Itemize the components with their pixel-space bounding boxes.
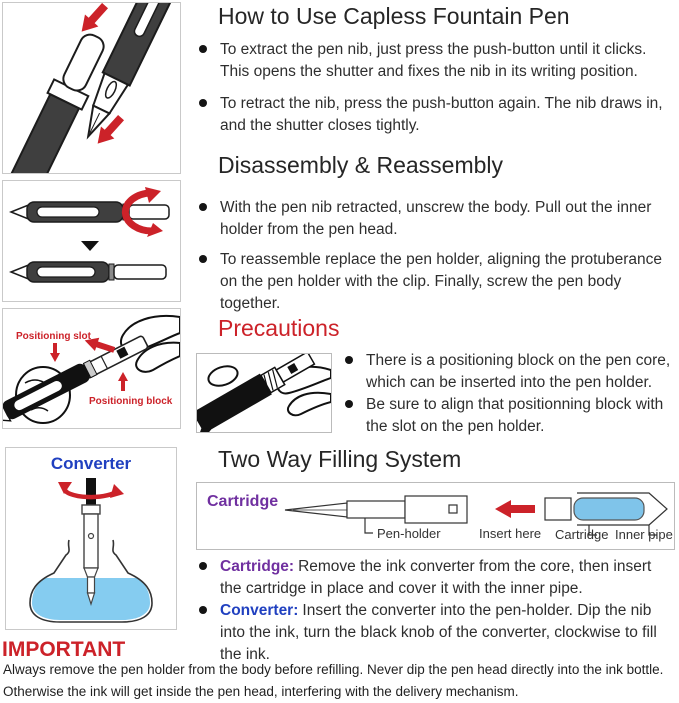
converter-drawing <box>6 476 176 628</box>
page-title: How to Use Capless Fountain Pen <box>218 3 570 29</box>
cartridge-callout-label: Cartridge <box>555 527 609 542</box>
pen-holder-callout-label: Pen-holder <box>377 526 441 541</box>
block-pointer-arrow-icon <box>118 372 128 391</box>
important-title: IMPORTANT <box>2 638 126 661</box>
important-line-1: Always remove the pen holder from the body before refilling. Never dip the pen head directly into the ink bottle. <box>3 662 664 677</box>
usage-bullet-1 <box>199 39 674 83</box>
insert-here-label: Insert here <box>479 526 542 541</box>
usage-bullet-1-text: To extract the pen nib, just press the push-button until it clicks. This opens the shutter and fixes the nib in its writing position. <box>220 41 647 80</box>
filling-bullet-cartridge <box>199 556 677 600</box>
illustration-positioning <box>2 308 181 429</box>
bullet-dot-icon <box>199 203 207 211</box>
converter-illustration-label: Converter <box>50 454 132 473</box>
precautions-title: Precautions <box>218 315 340 341</box>
filling-bullet-converter <box>199 600 677 666</box>
down-triangle-icon <box>81 241 99 251</box>
positioning-drawing <box>3 309 180 428</box>
bullet-dot-icon <box>199 45 207 53</box>
disassembly-bullet-2 <box>199 249 677 315</box>
filling-bullet-cartridge-text <box>220 556 677 600</box>
cartridge-term: Cartridge: <box>220 558 295 575</box>
bullet-dot-icon <box>199 606 207 614</box>
filling-diagram <box>196 482 675 550</box>
press-button-drawing <box>3 3 180 173</box>
filling-title: Two Way Filling System <box>218 446 462 472</box>
positioning-block-label: Positioning block <box>89 396 173 407</box>
precautions-bullet-1 <box>345 350 673 394</box>
bullet-dot-icon <box>199 255 207 263</box>
illustration-insert-core <box>196 353 332 433</box>
slot-pointer-arrow-icon <box>50 343 60 362</box>
converter-term: Converter: <box>220 602 299 619</box>
illustration-unscrew <box>2 180 181 302</box>
converter-desc: Insert the converter into the pen-holder. Dip the nib into the ink, turn the black knob of the converter, clockwise to fill the ink. <box>220 602 657 663</box>
bullet-dot-icon <box>345 400 353 408</box>
illustration-press-button <box>2 2 181 174</box>
bullet-dot-icon <box>199 99 207 107</box>
bullet-dot-icon <box>345 356 353 364</box>
disassembly-bullet-1-text: With the pen nib retracted, unscrew the body. Pull out the inner holder from the pen head. <box>220 199 652 238</box>
disassembly-bullet-1 <box>199 197 674 241</box>
inner-pipe-callout-label: Inner pipe <box>615 527 673 542</box>
filling-bullet-converter-text <box>220 600 677 666</box>
filling-diagram-drawing <box>197 483 674 549</box>
insert-core-drawing <box>197 354 331 432</box>
unscrew-drawing <box>3 181 180 301</box>
cartridge-assembly-icon <box>545 493 667 525</box>
disassembly-bullet-2-text: To reassemble replace the pen holder, aligning the protuberance on the pen holder with the clip. Finally, screw the pen body together. <box>220 251 663 312</box>
diagram-side-label: Cartridge <box>207 493 279 510</box>
illustration-converter <box>5 447 177 630</box>
positioning-slot-label: Positioning slot <box>16 331 91 342</box>
pen-holder-callout-line <box>365 518 373 533</box>
precautions-bullet-1-text: There is a positioning block on the pen core, which can be inserted into the pen holder. <box>366 352 671 391</box>
usage-bullet-2-text: To retract the nib, press the push-button again. The nib draws in, and the shutter closes tightly. <box>220 95 663 134</box>
cartridge-desc: Remove the ink converter from the core, then insert the cartridge in place and cover it with the inner pipe. <box>220 558 652 597</box>
precautions-bullet-2 <box>345 394 673 438</box>
important-line-2: Otherwise the ink will get inside the pen head, interfering with the delivery mechanism. <box>3 684 519 699</box>
bullet-dot-icon <box>199 562 207 570</box>
pen-core-insert-icon <box>197 354 322 432</box>
arrow-press-icon <box>75 3 112 38</box>
disassembly-title: Disassembly & Reassembly <box>218 152 504 178</box>
pen-holder-assembly-icon <box>285 496 467 523</box>
thumb-icon <box>206 363 240 389</box>
precautions-bullet-2-text: Be sure to align that positionning block with the slot on the pen holder. <box>366 396 664 435</box>
finger-icon <box>288 393 331 416</box>
usage-bullet-2 <box>199 93 674 137</box>
insert-arrow-icon <box>495 500 535 518</box>
